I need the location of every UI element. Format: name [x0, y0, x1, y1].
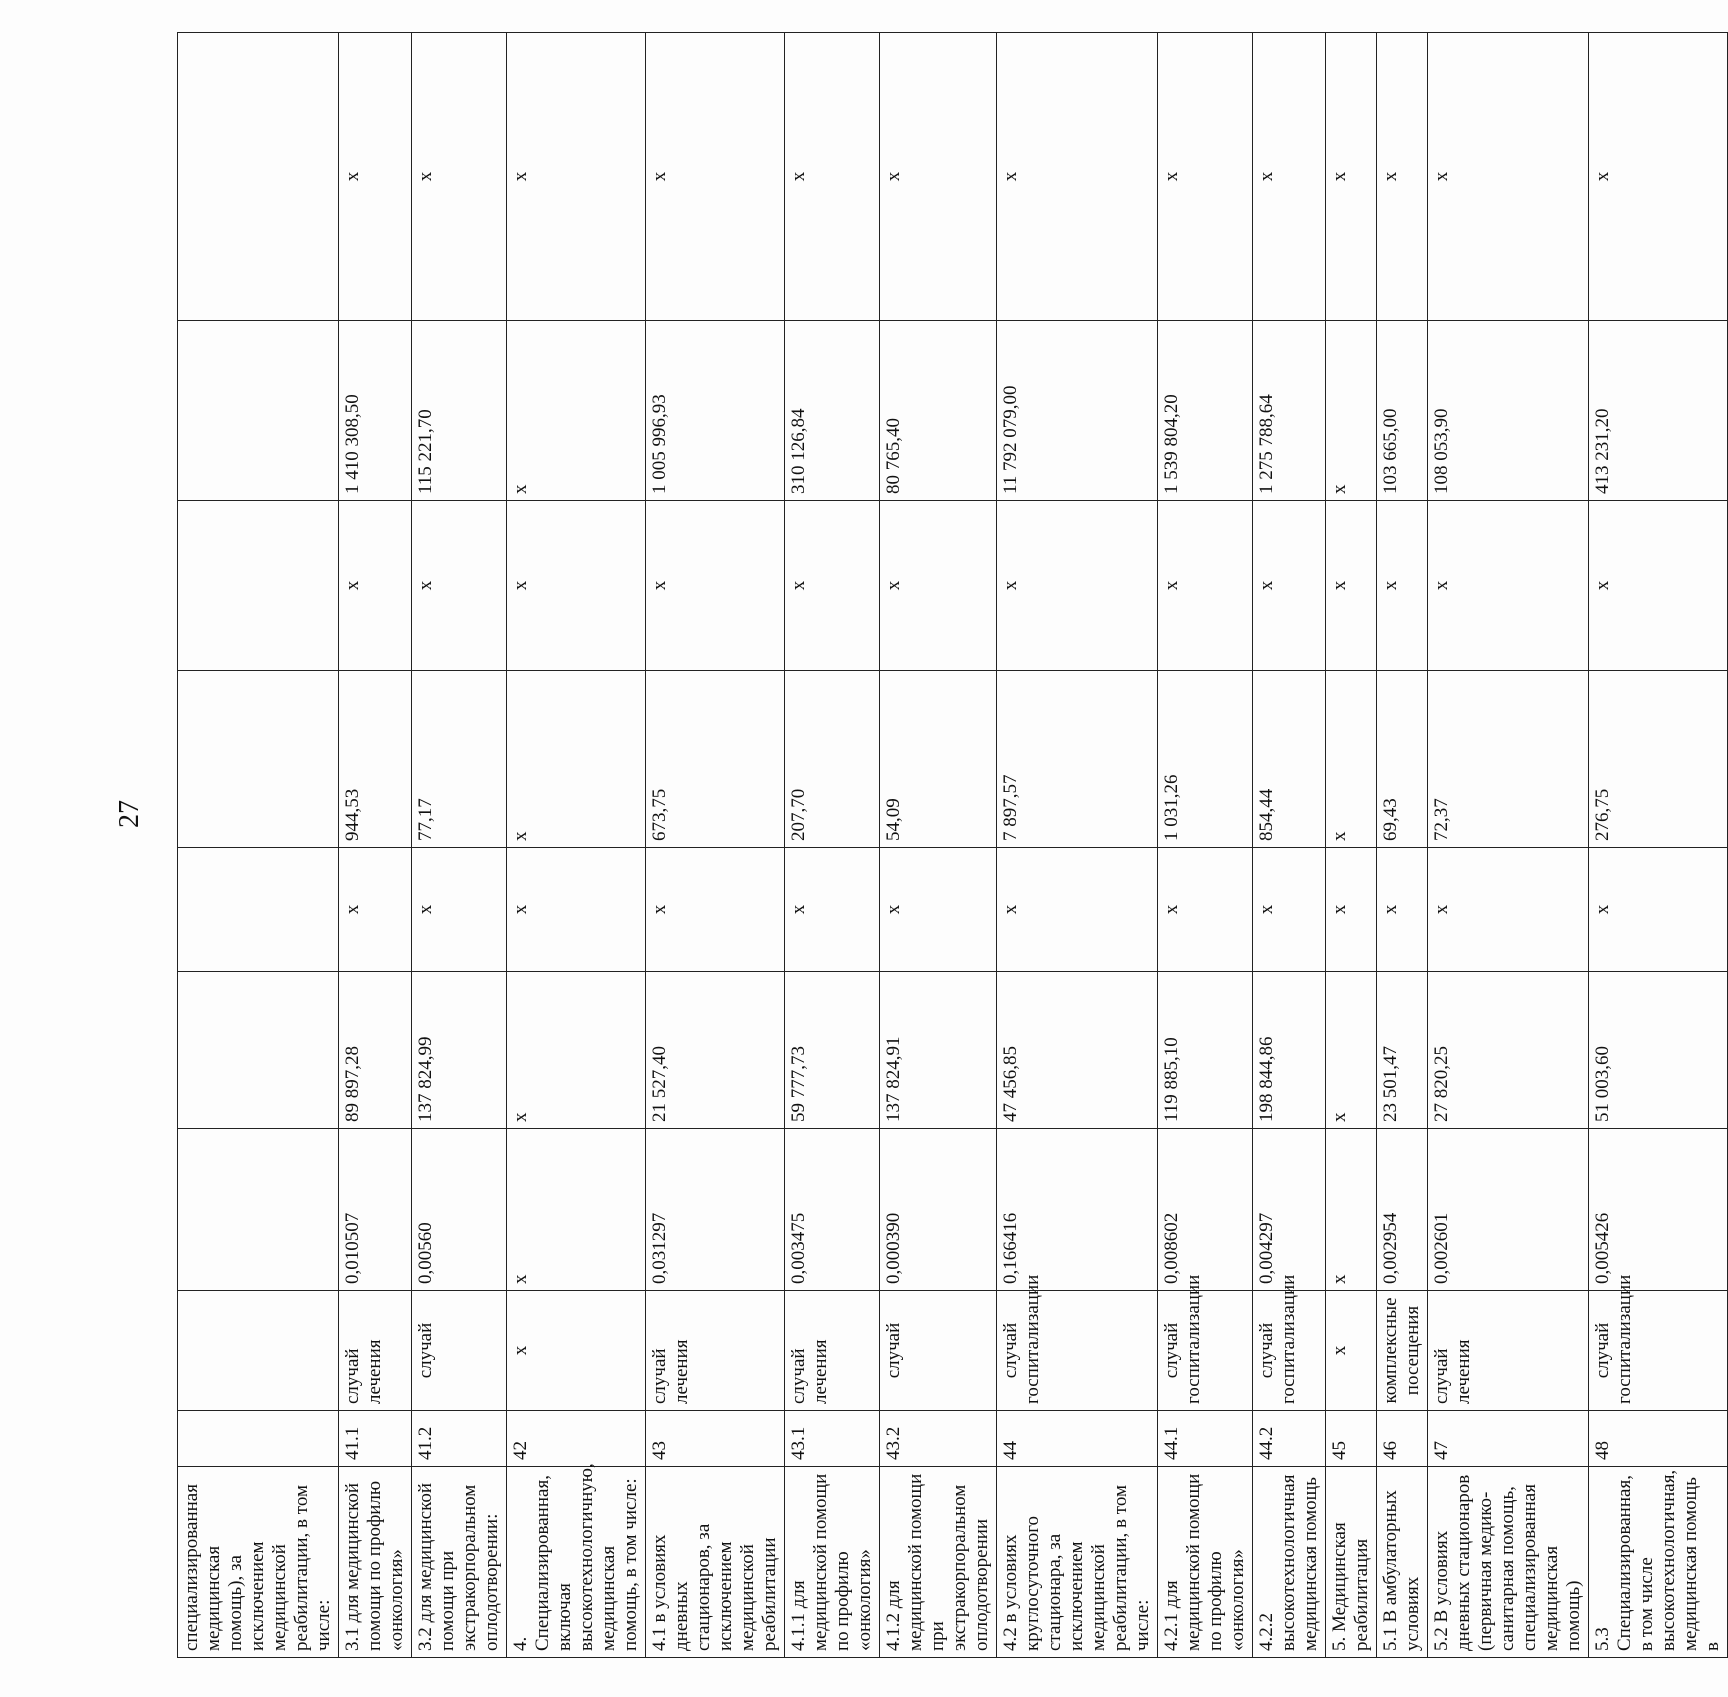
- per-capita-norm: х: [1326, 671, 1377, 848]
- cost-per-unit: 21 527,40: [646, 972, 785, 1129]
- unit-cell: случай: [412, 1291, 507, 1411]
- volume-per-person: 0,002954: [1377, 1129, 1428, 1291]
- volume-per-person: 0,166416: [997, 1129, 1158, 1291]
- volume-per-person: 0,003475: [785, 1129, 880, 1291]
- cost-per-unit: 137 824,99: [412, 972, 507, 1129]
- total-cost: 103 665,00: [1377, 321, 1428, 501]
- row-number: 47: [1428, 1411, 1589, 1467]
- unit-cell: случай лечения: [785, 1291, 880, 1411]
- table-row: [997, 33, 1158, 1658]
- row-number: 43.2: [880, 1411, 997, 1467]
- empty-marker-cell: [178, 848, 339, 972]
- unit-cell: случай лечения: [1428, 1291, 1589, 1411]
- empty-marker-cell: х: [1589, 501, 1728, 671]
- empty-marker-cell: х: [997, 501, 1158, 671]
- volume-per-person: 0,00560: [412, 1129, 507, 1291]
- total-cost: 310 126,84: [785, 321, 880, 501]
- per-capita-norm: 72,37: [1428, 671, 1589, 848]
- total-cost: 1 410 308,50: [339, 321, 412, 501]
- empty-marker-cell: х: [646, 33, 785, 321]
- empty-marker-cell: х: [507, 501, 646, 671]
- empty-marker-cell: х: [507, 848, 646, 972]
- per-capita-norm: 673,75: [646, 671, 785, 848]
- empty-marker-cell: х: [785, 848, 880, 972]
- table-row: [646, 33, 785, 1658]
- cost-per-unit: х: [1326, 972, 1377, 1129]
- row-number: 44.1: [1158, 1411, 1253, 1467]
- row-number: [178, 1411, 339, 1467]
- table-row: [178, 33, 339, 1658]
- empty-marker-cell: х: [1158, 501, 1253, 671]
- table-row: [412, 33, 507, 1658]
- row-label: 5.3 Специализированная, в том числе высокотехнологичная, медицинская помощь в: [1589, 1467, 1728, 1658]
- empty-marker-cell: х: [1428, 33, 1589, 321]
- total-cost: 1 539 804,20: [1158, 321, 1253, 501]
- row-number: 41.2: [412, 1411, 507, 1467]
- per-capita-norm: 1 031,26: [1158, 671, 1253, 848]
- empty-marker-cell: х: [1589, 848, 1728, 972]
- total-cost: 1 275 788,64: [1253, 321, 1326, 501]
- table-row: [1377, 33, 1428, 1658]
- empty-marker-cell: х: [1377, 33, 1428, 321]
- row-label: 3.2 для медицинской помощи при экстракорпоральном оплодотворении:: [412, 1467, 507, 1658]
- table-row: [1589, 33, 1728, 1658]
- empty-marker-cell: х: [412, 848, 507, 972]
- row-label: 4.1 в условиях дневных стационаров, за исключением медицинской реабилитации: [646, 1467, 785, 1658]
- unit-cell: случай госпитализации: [997, 1291, 1158, 1411]
- table-row: [1428, 33, 1589, 1658]
- empty-marker-cell: х: [1428, 848, 1589, 972]
- unit-cell: случай госпитализации: [1253, 1291, 1326, 1411]
- row-label: 5. Медицинская реабилитация: [1326, 1467, 1377, 1658]
- volume-per-person: х: [1326, 1129, 1377, 1291]
- cost-per-unit: 47 456,85: [997, 972, 1158, 1129]
- unit-cell: случай лечения: [646, 1291, 785, 1411]
- table-row: [785, 33, 880, 1658]
- row-label: 3.1 для медицинской помощи по профилю «онкология»: [339, 1467, 412, 1658]
- cost-per-unit: 51 003,60: [1589, 972, 1728, 1129]
- total-cost: 108 053,90: [1428, 321, 1589, 501]
- empty-marker-cell: х: [412, 33, 507, 321]
- per-capita-norm: 54,09: [880, 671, 997, 848]
- cost-per-unit: 59 777,73: [785, 972, 880, 1129]
- empty-marker-cell: х: [1377, 848, 1428, 972]
- empty-marker-cell: [178, 33, 339, 321]
- cost-per-unit: 137 824,91: [880, 972, 997, 1129]
- table-row: [507, 33, 646, 1658]
- empty-marker-cell: х: [1253, 33, 1326, 321]
- volume-per-person: 0,010507: [339, 1129, 412, 1291]
- volume-per-person: [178, 1129, 339, 1291]
- empty-marker-cell: х: [997, 33, 1158, 321]
- row-label: 4. Специализированная, включая высокотехнологичную, медицинская помощь, в том числе:: [507, 1467, 646, 1658]
- volume-per-person: 0,031297: [646, 1129, 785, 1291]
- volume-per-person: 0,002601: [1428, 1129, 1589, 1291]
- empty-marker-cell: х: [1158, 33, 1253, 321]
- empty-marker-cell: х: [785, 501, 880, 671]
- total-cost: 413 231,20: [1589, 321, 1728, 501]
- empty-marker-cell: х: [1326, 848, 1377, 972]
- row-label: 5.1 В амбулаторных условиях: [1377, 1467, 1428, 1658]
- row-label: 5.2 В условиях дневных стационаров (первичная медико-санитарная помощь, специализированная медицинская помощь): [1428, 1467, 1589, 1658]
- empty-marker-cell: х: [1326, 33, 1377, 321]
- unit-cell: случай госпитализации: [1158, 1291, 1253, 1411]
- volume-per-person: х: [507, 1129, 646, 1291]
- total-cost: 1 005 996,93: [646, 321, 785, 501]
- total-cost: 11 792 079,00: [997, 321, 1158, 501]
- unit-cell: случай: [880, 1291, 997, 1411]
- row-number: 45: [1326, 1411, 1377, 1467]
- table-row: [339, 33, 412, 1658]
- unit-cell: х: [507, 1291, 646, 1411]
- volume-per-person: 0,000390: [880, 1129, 997, 1291]
- row-number: 41.1: [339, 1411, 412, 1467]
- cost-per-unit: 119 885,10: [1158, 972, 1253, 1129]
- empty-marker-cell: х: [785, 33, 880, 321]
- empty-marker-cell: х: [880, 848, 997, 972]
- cost-per-unit: 27 820,25: [1428, 972, 1589, 1129]
- per-capita-norm: 944,53: [339, 671, 412, 848]
- empty-marker-cell: х: [1253, 501, 1326, 671]
- total-cost: х: [1326, 321, 1377, 501]
- cost-per-unit: [178, 972, 339, 1129]
- empty-marker-cell: [178, 501, 339, 671]
- row-number: 44.2: [1253, 1411, 1326, 1467]
- per-capita-norm: 854,44: [1253, 671, 1326, 848]
- total-cost: х: [507, 321, 646, 501]
- table-row: [1158, 33, 1253, 1658]
- empty-marker-cell: х: [646, 501, 785, 671]
- volume-per-person: 0,008602: [1158, 1129, 1253, 1291]
- cost-per-unit: 198 844,86: [1253, 972, 1326, 1129]
- unit-cell: [178, 1291, 339, 1411]
- volume-per-person: 0,005426: [1589, 1129, 1728, 1291]
- per-capita-norm: 69,43: [1377, 671, 1428, 848]
- empty-marker-cell: х: [1377, 501, 1428, 671]
- empty-marker-cell: х: [997, 848, 1158, 972]
- cost-per-unit: 89 897,28: [339, 972, 412, 1129]
- empty-marker-cell: х: [1158, 848, 1253, 972]
- unit-cell: комплексные посещения: [1377, 1291, 1428, 1411]
- per-capita-norm: х: [507, 671, 646, 848]
- total-cost: [178, 321, 339, 501]
- unit-cell: случай госпитализации: [1589, 1291, 1728, 1411]
- row-label: специализированная медицинская помощь), за исключением медицинской реабилитации, в том числе:: [178, 1467, 339, 1658]
- empty-marker-cell: х: [339, 848, 412, 972]
- row-number: 44: [997, 1411, 1158, 1467]
- empty-marker-cell: х: [339, 33, 412, 321]
- empty-marker-cell: х: [880, 501, 997, 671]
- total-cost: 80 765,40: [880, 321, 997, 501]
- row-number: 43.1: [785, 1411, 880, 1467]
- empty-marker-cell: х: [339, 501, 412, 671]
- cost-per-unit: 23 501,47: [1377, 972, 1428, 1129]
- row-label: 4.1.2 для медицинской помощи при экстракорпоральном оплодотворении: [880, 1467, 997, 1658]
- per-capita-norm: [178, 671, 339, 848]
- empty-marker-cell: х: [1589, 33, 1728, 321]
- empty-marker-cell: х: [646, 848, 785, 972]
- per-capita-norm: 77,17: [412, 671, 507, 848]
- empty-marker-cell: х: [1326, 501, 1377, 671]
- table-row: [1253, 33, 1326, 1658]
- unit-cell: х: [1326, 1291, 1377, 1411]
- row-number: 43: [646, 1411, 785, 1467]
- table-row: [880, 33, 997, 1658]
- per-capita-norm: 276,75: [1589, 671, 1728, 848]
- row-number: 46: [1377, 1411, 1428, 1467]
- total-cost: 115 221,70: [412, 321, 507, 501]
- row-label: 4.2.1 для медицинской помощи по профилю «онкология»: [1158, 1467, 1253, 1658]
- per-capita-norm: 207,70: [785, 671, 880, 848]
- cost-per-unit: х: [507, 972, 646, 1129]
- row-label: 4.2 в условиях круглосуточного стационара, за исключением медицинской реабилитации, в том числе:: [997, 1467, 1158, 1658]
- empty-marker-cell: х: [1253, 848, 1326, 972]
- row-label: 4.1.1 для медицинской помощи по профилю «онкология»: [785, 1467, 880, 1658]
- row-number: 48: [1589, 1411, 1728, 1467]
- unit-cell: случай лечения: [339, 1291, 412, 1411]
- page-number: 27: [114, 800, 145, 828]
- per-capita-norm: 7 897,57: [997, 671, 1158, 848]
- volume-per-person: 0,004297: [1253, 1129, 1326, 1291]
- empty-marker-cell: х: [880, 33, 997, 321]
- empty-marker-cell: х: [412, 501, 507, 671]
- data-table: [177, 32, 1728, 1658]
- row-label: 4.2.2 высокотехнологичная медицинская помощь: [1253, 1467, 1326, 1658]
- row-number: 42: [507, 1411, 646, 1467]
- table-row: [1326, 33, 1377, 1658]
- empty-marker-cell: х: [507, 33, 646, 321]
- empty-marker-cell: х: [1428, 501, 1589, 671]
